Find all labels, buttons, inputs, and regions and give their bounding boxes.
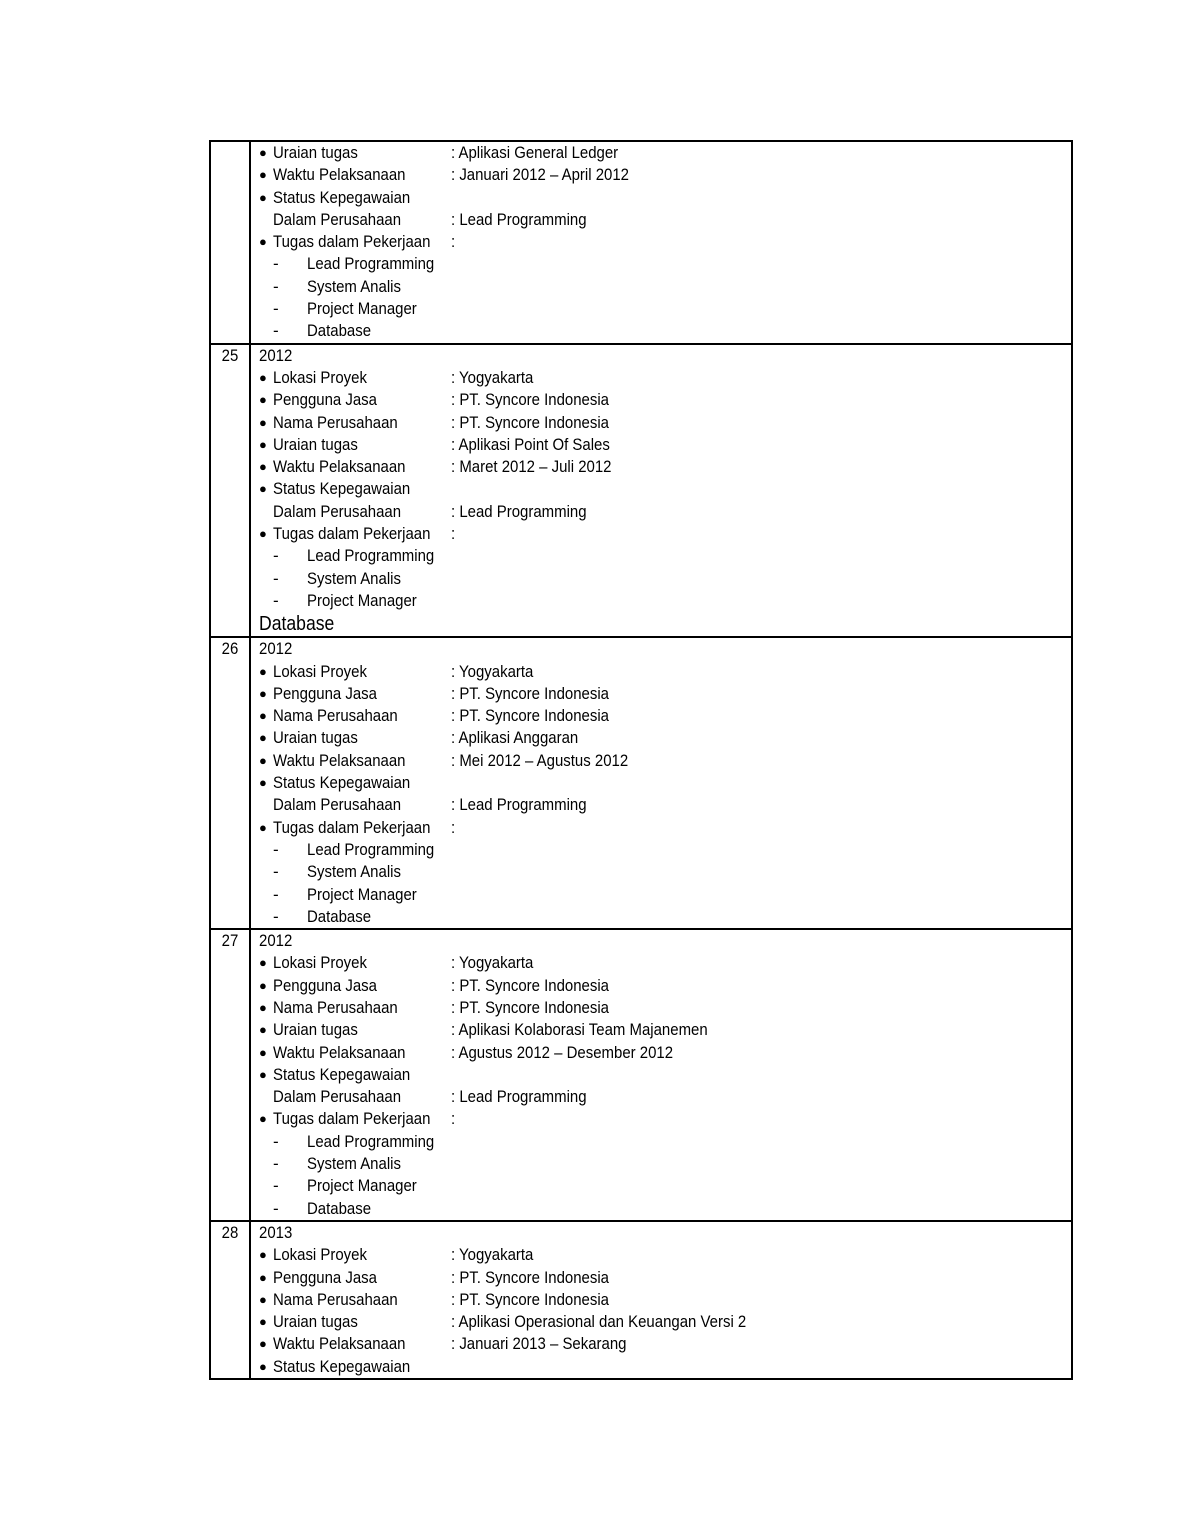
year-line <box>259 930 1071 952</box>
dash-marker: - <box>273 1154 279 1174</box>
bullet-icon: ● <box>259 459 267 475</box>
field-line <box>259 1311 1071 1333</box>
field-label: Lokasi Proyek <box>273 367 367 387</box>
field-value: : Januari 2013 – Sekarang <box>451 1334 627 1354</box>
field-label: Dalam Perusahaan <box>273 1087 402 1107</box>
dash-marker: - <box>273 321 279 341</box>
indent-spacer <box>259 794 273 816</box>
field-label-wrap <box>259 187 451 209</box>
task-text: Lead Programming <box>307 254 435 274</box>
field-label: Uraian tugas <box>273 728 358 748</box>
field-label-wrap <box>259 1333 451 1355</box>
field-line <box>259 772 1071 794</box>
field-value: : PT. Syncore Indonesia <box>451 412 610 432</box>
field-label: Pengguna Jasa <box>273 975 377 995</box>
task-list-item <box>259 861 1071 883</box>
field-label: Tugas dalam Pekerjaan <box>273 232 431 252</box>
table-body <box>210 141 1072 1379</box>
bullet-icon: ● <box>259 955 267 971</box>
bullet-icon: ● <box>259 392 267 408</box>
bullet-icon: ● <box>259 1111 267 1127</box>
row-content <box>250 1221 1072 1379</box>
bullet-icon: ● <box>259 1336 267 1352</box>
field-line <box>259 523 1071 545</box>
task-list-item <box>259 568 1071 590</box>
field-value: : PT. Syncore Indonesia <box>451 975 610 995</box>
table-row <box>210 344 1072 638</box>
table-row <box>210 929 1072 1221</box>
field-label: Uraian tugas <box>273 1312 358 1332</box>
field-line <box>259 1244 1071 1266</box>
field-value-wrap <box>451 1333 1071 1355</box>
field-value-wrap <box>451 997 1071 1019</box>
bullet-icon: ● <box>259 663 267 679</box>
field-label-wrap <box>259 456 451 478</box>
year-text: 2012 <box>259 931 293 951</box>
field-label-wrap <box>259 1289 451 1311</box>
field-label: Nama Perusahaan <box>273 412 398 432</box>
field-value-wrap <box>451 501 1071 523</box>
field-label-wrap <box>259 794 451 816</box>
field-line <box>259 389 1071 411</box>
field-label-wrap <box>259 772 451 794</box>
field-value-wrap <box>451 1356 1071 1378</box>
field-label-wrap <box>259 231 451 253</box>
field-line <box>259 1356 1071 1378</box>
task-text: Lead Programming <box>307 839 435 859</box>
field-value: : PT. Syncore Indonesia <box>451 997 610 1017</box>
field-value-wrap <box>451 772 1071 794</box>
field-label: Tugas dalam Pekerjaan <box>273 524 431 544</box>
field-label: Uraian tugas <box>273 143 358 162</box>
field-label: Nama Perusahaan <box>273 1289 398 1309</box>
field-value: : PT. Syncore Indonesia <box>451 390 610 410</box>
row-content <box>250 344 1072 638</box>
field-line <box>259 478 1071 500</box>
bullet-icon: ● <box>259 708 267 724</box>
task-list-item <box>259 1198 1071 1220</box>
bullet-icon: ● <box>259 1314 267 1330</box>
year-text: 2012 <box>259 345 293 365</box>
field-label-wrap <box>259 209 451 231</box>
field-value-wrap <box>451 1311 1071 1333</box>
bullet-icon: ● <box>259 234 267 250</box>
task-text: Project Manager <box>307 299 417 319</box>
year-text: 2013 <box>259 1222 293 1242</box>
task-text: System Analis <box>307 1154 401 1174</box>
bullet-icon: ● <box>259 1022 267 1038</box>
bullet-icon: ● <box>259 167 267 183</box>
field-value: : Yogyakarta <box>451 367 534 387</box>
task-text: System Analis <box>307 568 401 588</box>
bullet-icon: ● <box>259 775 267 791</box>
task-list-item <box>259 839 1071 861</box>
row-number: 26 <box>212 637 247 929</box>
field-value-wrap <box>451 952 1071 974</box>
field-label: Nama Perusahaan <box>273 706 398 726</box>
year-line <box>259 1222 1071 1244</box>
bullet-icon: ● <box>259 685 267 701</box>
field-label-wrap <box>259 1356 451 1378</box>
field-line <box>259 367 1071 389</box>
dash-marker: - <box>273 590 279 610</box>
field-label: Tugas dalam Pekerjaan <box>273 817 431 837</box>
bullet-icon: ● <box>259 999 267 1015</box>
field-value-wrap <box>451 1042 1071 1064</box>
task-text: Project Manager <box>307 590 417 610</box>
task-text: Database <box>307 321 372 341</box>
field-value-wrap <box>451 209 1071 231</box>
table-row <box>210 141 1072 344</box>
dash-marker: - <box>273 276 279 296</box>
task-line-large <box>259 612 1071 636</box>
field-line <box>259 1019 1071 1041</box>
field-label: Status Kepegawaian <box>273 773 411 793</box>
year-text: 2012 <box>259 639 293 659</box>
field-value-wrap <box>451 434 1071 456</box>
field-label-wrap <box>259 389 451 411</box>
bullet-icon: ● <box>259 436 267 452</box>
bullet-icon: ● <box>259 1358 267 1374</box>
field-value-wrap <box>451 975 1071 997</box>
field-label-wrap <box>259 727 451 749</box>
field-label: Dalam Perusahaan <box>273 501 402 521</box>
field-label-wrap <box>259 367 451 389</box>
field-line <box>259 997 1071 1019</box>
bullet-icon: ● <box>259 414 267 430</box>
dash-marker: - <box>273 1176 279 1196</box>
field-value-wrap <box>451 817 1071 839</box>
task-text: Lead Programming <box>307 1131 435 1151</box>
field-value-wrap <box>451 142 1071 164</box>
row-content <box>250 637 1072 929</box>
field-label-wrap <box>259 750 451 772</box>
field-line <box>259 705 1071 727</box>
bullet-icon: ● <box>259 977 267 993</box>
row-content <box>250 141 1072 344</box>
bullet-icon: ● <box>259 1291 267 1307</box>
task-list-item <box>259 253 1071 275</box>
field-line <box>259 1289 1071 1311</box>
field-line <box>259 434 1071 456</box>
field-label-wrap <box>259 1108 451 1130</box>
task-list-item <box>259 1131 1071 1153</box>
field-label: Waktu Pelaksanaan <box>273 750 406 770</box>
field-label-wrap <box>259 1267 451 1289</box>
task-list-item <box>259 906 1071 928</box>
field-label: Status Kepegawaian <box>273 1356 411 1376</box>
field-line <box>259 1108 1071 1130</box>
field-value: : Aplikasi Operasional dan Keuangan Versi 2 <box>451 1312 747 1332</box>
field-value-wrap <box>451 367 1071 389</box>
field-label-wrap <box>259 478 451 500</box>
field-label-wrap <box>259 683 451 705</box>
field-line <box>259 142 1071 164</box>
field-label-wrap <box>259 142 451 164</box>
field-label: Uraian tugas <box>273 1020 358 1040</box>
field-value-wrap <box>451 389 1071 411</box>
field-value: : Maret 2012 – Juli 2012 <box>451 457 612 477</box>
field-label-wrap <box>259 164 451 186</box>
field-label: Status Kepegawaian <box>273 1064 411 1084</box>
field-label-wrap <box>259 1086 451 1108</box>
field-line <box>259 412 1071 434</box>
field-value: : Aplikasi General Ledger <box>451 143 619 162</box>
field-label: Lokasi Proyek <box>273 661 367 681</box>
field-value: : Aplikasi Point Of Sales <box>451 434 610 454</box>
field-value-wrap <box>451 164 1071 186</box>
field-label: Dalam Perusahaan <box>273 795 402 815</box>
field-value: : <box>451 524 456 544</box>
indent-spacer <box>259 209 273 231</box>
bullet-icon: ● <box>259 481 267 497</box>
bullet-icon: ● <box>259 1066 267 1082</box>
task-text: Database <box>307 1198 372 1218</box>
field-line <box>259 750 1071 772</box>
field-line <box>259 1333 1071 1355</box>
field-label: Pengguna Jasa <box>273 683 377 703</box>
task-list-item <box>259 884 1071 906</box>
field-label-wrap <box>259 1019 451 1041</box>
field-continuation <box>259 501 1071 523</box>
field-value: : Yogyakarta <box>451 661 534 681</box>
task-list-item <box>259 320 1071 342</box>
field-value-wrap <box>451 794 1071 816</box>
field-value: : Lead Programming <box>451 209 587 229</box>
bullet-icon: ● <box>259 189 267 205</box>
field-label: Dalam Perusahaan <box>273 209 402 229</box>
indent-spacer <box>259 501 273 523</box>
field-value-wrap <box>451 1108 1071 1130</box>
field-continuation <box>259 1086 1071 1108</box>
row-number: 25 <box>212 344 247 638</box>
row-number: 27 <box>212 929 247 1221</box>
row-content <box>250 929 1072 1221</box>
field-label: Waktu Pelaksanaan <box>273 1334 406 1354</box>
dash-marker: - <box>273 1198 279 1218</box>
bullet-icon: ● <box>259 1044 267 1060</box>
task-list-item <box>259 1153 1071 1175</box>
field-value-wrap <box>451 705 1071 727</box>
field-value: : Januari 2012 – April 2012 <box>451 165 629 185</box>
task-list-item <box>259 545 1071 567</box>
field-label: Status Kepegawaian <box>273 479 411 499</box>
field-line <box>259 683 1071 705</box>
field-label: Tugas dalam Pekerjaan <box>273 1109 431 1129</box>
field-value-wrap <box>451 727 1071 749</box>
field-value-wrap <box>451 231 1071 253</box>
field-label: Uraian tugas <box>273 434 358 454</box>
field-value-wrap <box>451 1244 1071 1266</box>
field-value-wrap <box>451 683 1071 705</box>
task-text: Database <box>259 613 335 636</box>
field-label: Pengguna Jasa <box>273 390 377 410</box>
field-label-wrap <box>259 501 451 523</box>
field-value: : Aplikasi Anggaran <box>451 728 579 748</box>
field-value: : PT. Syncore Indonesia <box>451 683 610 703</box>
field-label: Waktu Pelaksanaan <box>273 165 406 185</box>
task-text: System Analis <box>307 276 401 296</box>
dash-marker: - <box>273 906 279 926</box>
field-value-wrap <box>451 1086 1071 1108</box>
field-line <box>259 1042 1071 1064</box>
field-label-wrap <box>259 523 451 545</box>
field-label-wrap <box>259 705 451 727</box>
field-value-wrap <box>451 1267 1071 1289</box>
row-number: 28 <box>212 1221 247 1379</box>
field-line <box>259 952 1071 974</box>
field-label-wrap <box>259 661 451 683</box>
task-text: System Analis <box>307 862 401 882</box>
dash-marker: - <box>273 299 279 319</box>
field-line <box>259 661 1071 683</box>
field-line <box>259 231 1071 253</box>
field-value: : PT. Syncore Indonesia <box>451 1289 610 1309</box>
dash-marker: - <box>273 568 279 588</box>
field-value-wrap <box>451 412 1071 434</box>
field-label: Pengguna Jasa <box>273 1267 377 1287</box>
field-value: : Yogyakarta <box>451 953 534 973</box>
dash-marker: - <box>273 546 279 566</box>
task-text: Lead Programming <box>307 546 435 566</box>
field-label-wrap <box>259 952 451 974</box>
field-value: : <box>451 1109 456 1129</box>
field-label: Lokasi Proyek <box>273 953 367 973</box>
task-text: Project Manager <box>307 1176 417 1196</box>
field-label-wrap <box>259 1042 451 1064</box>
field-label-wrap <box>259 1244 451 1266</box>
field-label: Nama Perusahaan <box>273 997 398 1017</box>
year-line <box>259 638 1071 660</box>
bullet-icon: ● <box>259 526 267 542</box>
field-label: Lokasi Proyek <box>273 1245 367 1265</box>
bullet-icon: ● <box>259 819 267 835</box>
field-label: Status Kepegawaian <box>273 187 411 207</box>
table-row <box>210 1221 1072 1379</box>
field-value-wrap <box>451 750 1071 772</box>
field-value-wrap <box>451 661 1071 683</box>
field-value: : Aplikasi Kolaborasi Team Majanemen <box>451 1020 708 1040</box>
field-value: : Lead Programming <box>451 795 587 815</box>
field-value: : Mei 2012 – Agustus 2012 <box>451 750 629 770</box>
field-value-wrap <box>451 478 1071 500</box>
field-value-wrap <box>451 187 1071 209</box>
field-line <box>259 187 1071 209</box>
task-list-item <box>259 298 1071 320</box>
field-value: : <box>451 817 456 837</box>
field-value: : Yogyakarta <box>451 1245 534 1265</box>
field-value: : Lead Programming <box>451 501 587 521</box>
field-label: Waktu Pelaksanaan <box>273 1042 406 1062</box>
field-line <box>259 975 1071 997</box>
table-row <box>210 637 1072 929</box>
field-value: : PT. Syncore Indonesia <box>451 706 610 726</box>
field-value-wrap <box>451 1019 1071 1041</box>
field-value-wrap <box>451 456 1071 478</box>
field-label-wrap <box>259 412 451 434</box>
field-label-wrap <box>259 817 451 839</box>
field-label: Waktu Pelaksanaan <box>273 457 406 477</box>
field-line <box>259 727 1071 749</box>
field-line <box>259 817 1071 839</box>
task-list-item <box>259 276 1071 298</box>
task-text: Database <box>307 906 372 926</box>
field-label-wrap <box>259 997 451 1019</box>
dash-marker: - <box>273 1131 279 1151</box>
field-continuation <box>259 209 1071 231</box>
field-line <box>259 1064 1071 1086</box>
field-line <box>259 456 1071 478</box>
bullet-icon: ● <box>259 1247 267 1263</box>
task-list-item <box>259 590 1071 612</box>
field-label-wrap <box>259 975 451 997</box>
dash-marker: - <box>273 884 279 904</box>
field-value: : PT. Syncore Indonesia <box>451 1267 610 1287</box>
bullet-icon: ● <box>259 752 267 768</box>
field-label-wrap <box>259 434 451 456</box>
dash-marker: - <box>273 839 279 859</box>
bullet-icon: ● <box>259 145 267 160</box>
task-text: Project Manager <box>307 884 417 904</box>
field-label-wrap <box>259 1311 451 1333</box>
year-line <box>259 345 1071 367</box>
bullet-icon: ● <box>259 730 267 746</box>
project-history-table <box>209 140 1073 1380</box>
dash-marker: - <box>273 254 279 274</box>
field-value: : <box>451 232 456 252</box>
bullet-icon: ● <box>259 1269 267 1285</box>
row-number <box>212 141 247 344</box>
indent-spacer <box>259 1086 273 1108</box>
field-line <box>259 1267 1071 1289</box>
field-value-wrap <box>451 523 1071 545</box>
task-list-item <box>259 1175 1071 1197</box>
field-value: : Lead Programming <box>451 1087 587 1107</box>
field-value-wrap <box>451 1289 1071 1311</box>
field-continuation <box>259 794 1071 816</box>
dash-marker: - <box>273 862 279 882</box>
field-label-wrap <box>259 1064 451 1086</box>
field-value-wrap <box>451 1064 1071 1086</box>
bullet-icon: ● <box>259 369 267 385</box>
field-value: : Agustus 2012 – Desember 2012 <box>451 1042 674 1062</box>
field-line <box>259 164 1071 186</box>
